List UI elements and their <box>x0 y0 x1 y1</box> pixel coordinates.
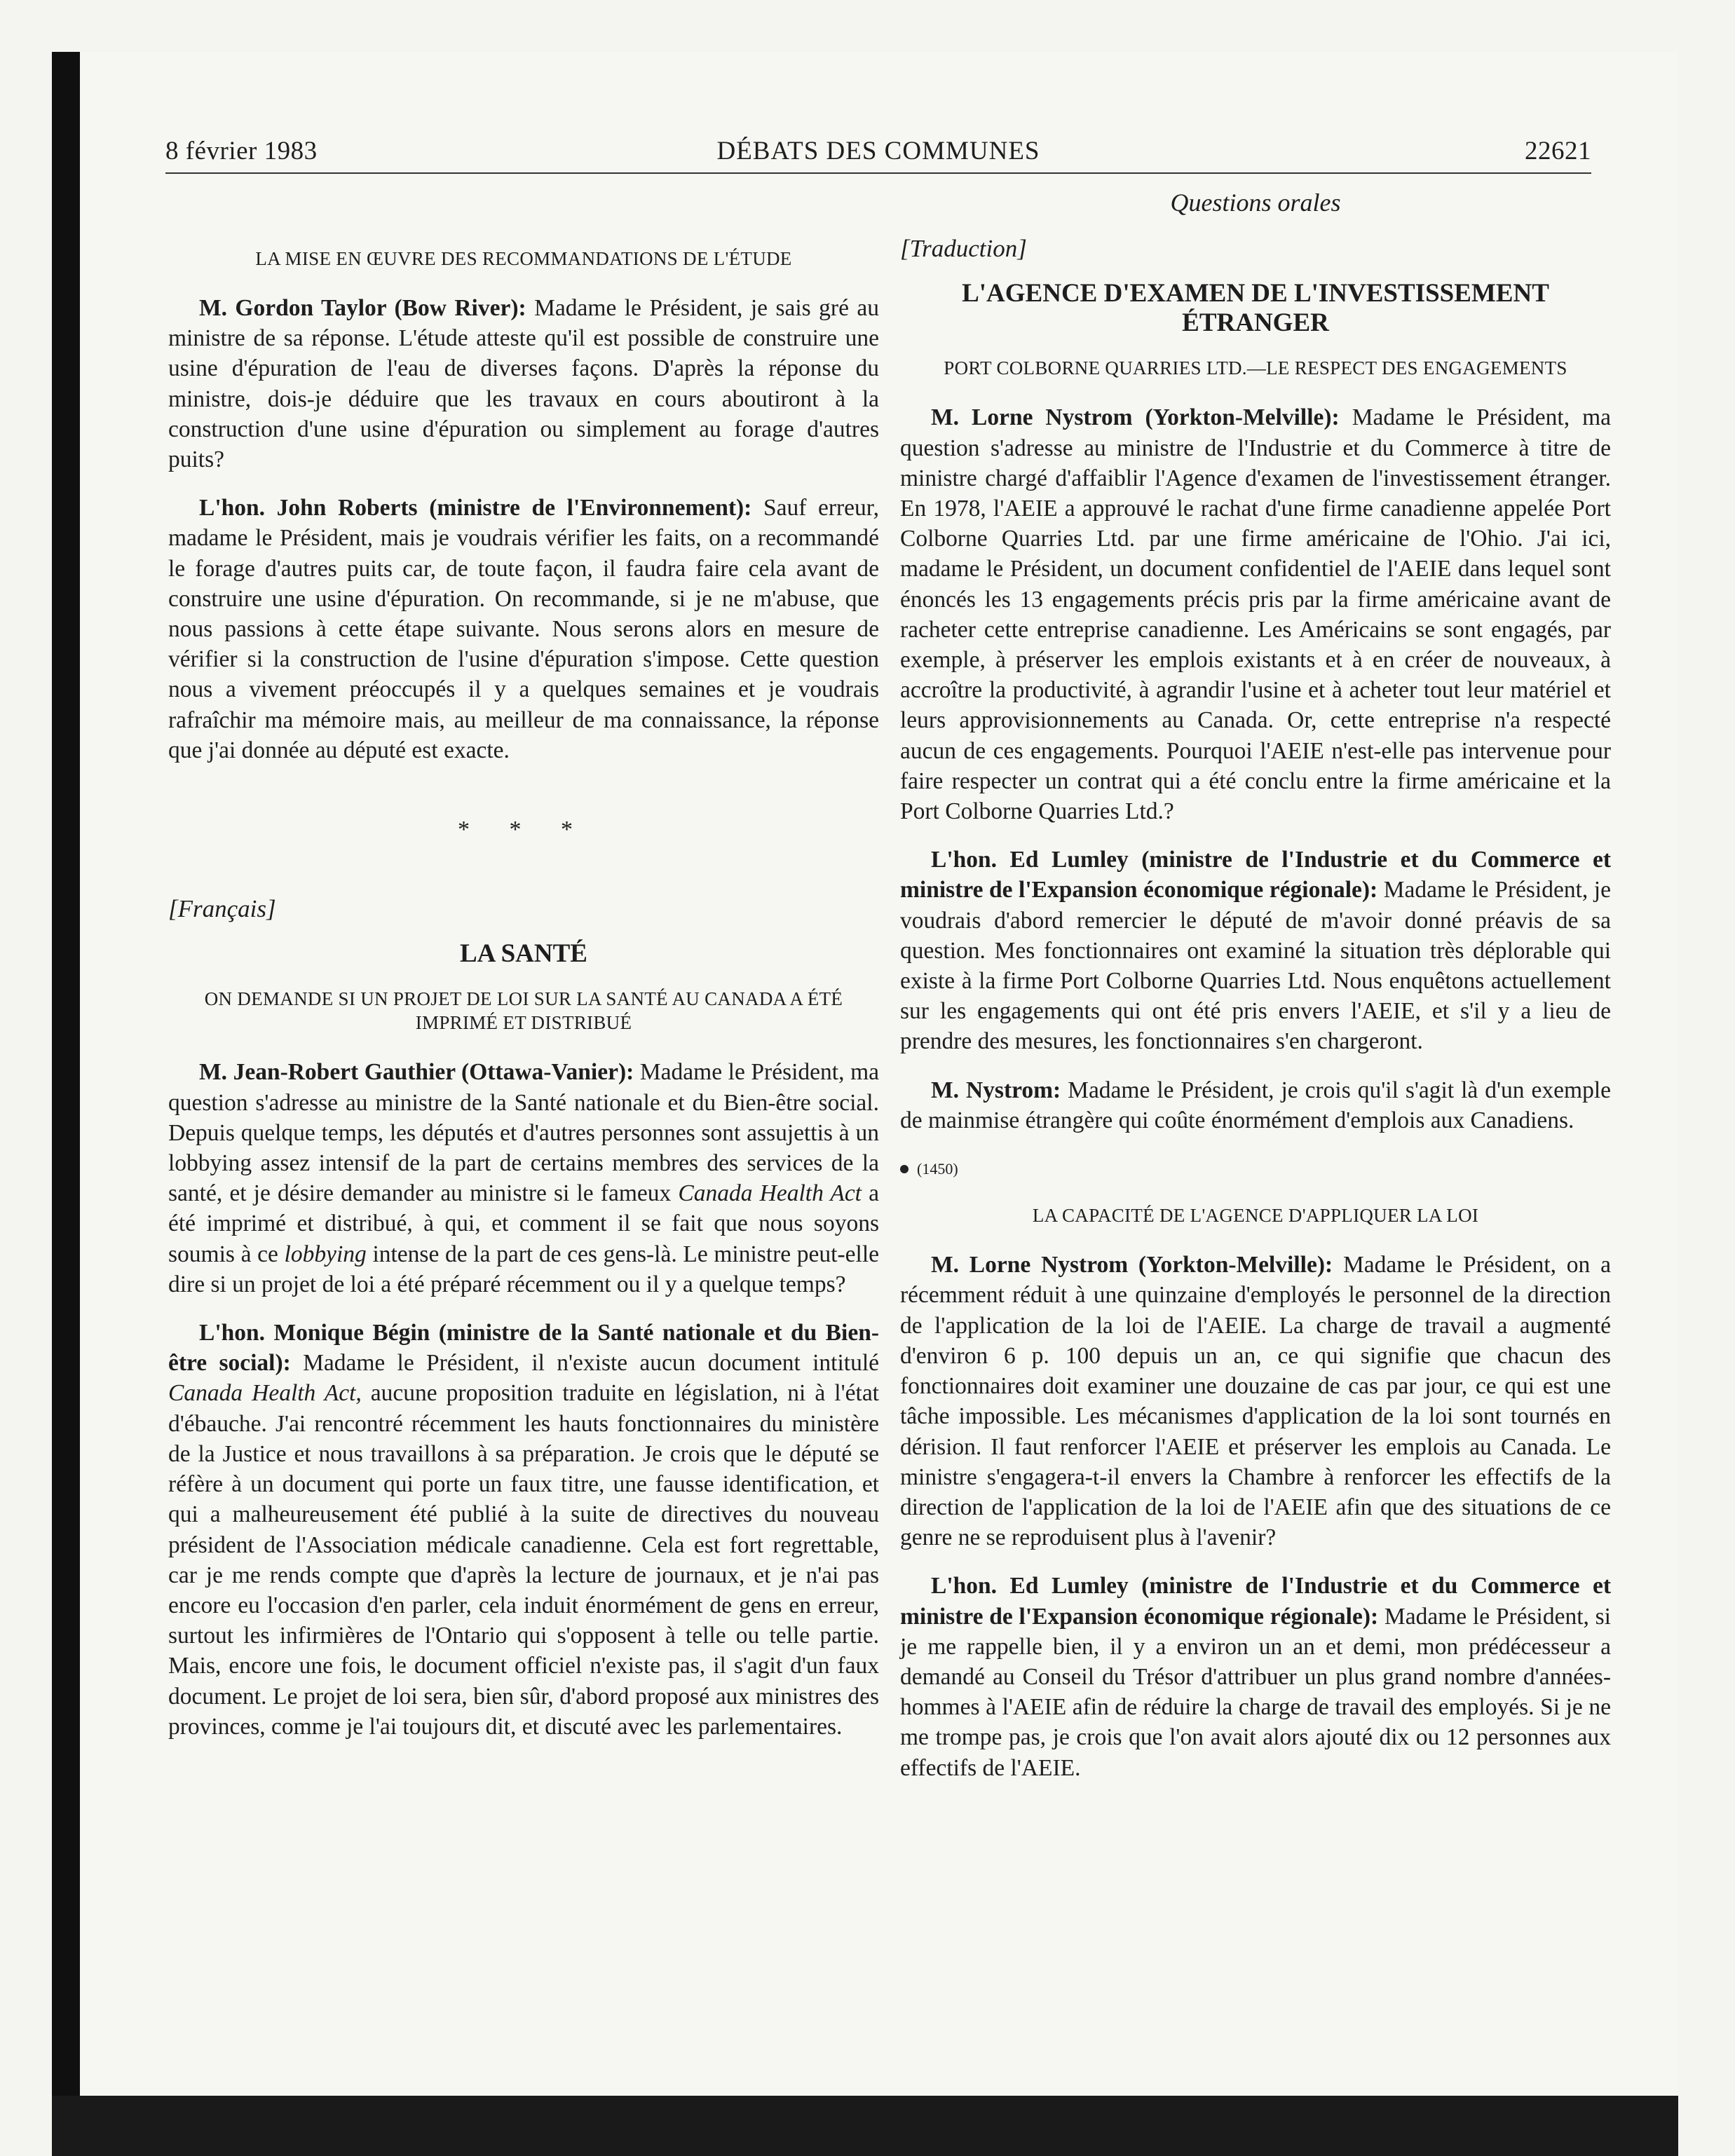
speech-text: Madame le Président, je sais gré au ministre de sa réponse. L'étude atteste qu'il est possible de construire une usine d'épuration de l'eau de diverses façons. D'après la réponse du ministre, dois-je déduire que les travaux en cours aboutiront à la construction d'une usine d'épuration ou simplement au forage d'autres puits? <box>168 295 879 473</box>
speech-text: intense de la part de ces gens-là. Le ministre peut-elle dire si un projet de loi a été préparé récemment ou il y a quelque temps? <box>168 1241 879 1297</box>
header-date: 8 février 1983 <box>165 137 318 165</box>
speech-text: Madame le Président, si je me rappelle bien, il y a environ un an et demi, mon prédécesseur a demandé au Conseil du Trésor d'attribuer un plus grand nombre d'années-hommes à l'AEIE afin de réduire la charge de travail des employés. Si je ne me trompe pas, je crois que l'on avait alors ajouté dix ou 12 personnes aux effectifs de l'AEIE. <box>900 1603 1611 1781</box>
speaker: L'hon. Monique Bégin (ministre de la Santé nationale et du Bien-être social): <box>168 1320 879 1377</box>
section-heading: PORT COLBORNE QUARRIES LTD.—LE RESPECT DES ENGAGEMENTS <box>944 357 1567 379</box>
speaker: M. Lorne Nystrom (Yorkton-Melville): <box>931 404 1340 431</box>
right-column <box>900 188 1611 1801</box>
speaker: L'hon. Ed Lumley (ministre de l'Industrie et du Commerce et ministre de l'Expansion économique régionale): <box>900 1573 1611 1630</box>
speaker: L'hon. Ed Lumley (ministre de l'Industrie et du Commerce et ministre de l'Expansion économique régionale): <box>900 847 1611 903</box>
section-heading: LA CAPACITÉ DE L'AGENCE D'APPLIQUER LA LOI <box>1032 1205 1479 1227</box>
time-marker <box>900 1154 1611 1184</box>
speech-text: a été imprimé et distribué, à qui, et comment il se fait que nous soyons soumis à ce <box>168 1180 880 1267</box>
speech-text: Madame le Président, je crois qu'il s'agit là d'un exemple de mainmise étrangère qui coûte énormément d'emplois aux Canadiens. <box>900 1077 1611 1133</box>
time-marker-text: (1450) <box>917 1160 958 1178</box>
paragraph <box>900 402 1611 826</box>
scan-border-bottom <box>52 2096 1678 2156</box>
paragraph <box>900 1075 1611 1135</box>
scan-border-left <box>52 52 80 2120</box>
major-heading: LA SANTÉ <box>460 939 587 969</box>
header-rule <box>165 172 1591 174</box>
section-heading: LA MISE EN ŒUVRE DES RECOMMANDATIONS DE L'ÉTUDE <box>255 248 792 269</box>
section-break-stars: * * * <box>458 817 590 843</box>
speaker: M. Lorne Nystrom (Yorkton-Melville): <box>931 1252 1333 1278</box>
header-page-number: 22621 <box>1525 137 1591 165</box>
header-title: DÉBATS DES COMMUNES <box>716 137 1040 165</box>
paragraph <box>168 293 879 475</box>
paragraph <box>900 1571 1611 1782</box>
speaker: M. Jean-Robert Gauthier (Ottawa-Vanier): <box>199 1059 634 1086</box>
speech-text: Madame le Président, on a récemment réduit à une quinzaine d'employés le personnel de la direction de l'application de la loi de l'AEIE. La charge de travail a augmenté d'environ 6 p. 100 depuis un an, ce qui signifie que chacun des fonctionnaires doit examiner une douzaine de cas par jour, ce qui est une tâche impossible. Les mécanismes d'application de la loi sont tournés en dérision. Il faut renforcer l'AEIE et préserver les emplois au Canada. Le ministre s'engagera-t-il envers la Chambre à renforcer les effectifs de la direction de l'application de la loi de l'AEIE afin que des situations de ce genre ne se reproduisent plus à l'avenir? <box>900 1252 1611 1551</box>
italic-title: Canada Health Act, <box>168 1380 362 1407</box>
speaker: M. Gordon Taylor (Bow River): <box>199 295 526 321</box>
italic-title: Canada Health Act <box>678 1180 862 1207</box>
speech-text: Madame le Président, je voudrais d'abord remercier le député de m'avoir donné préavis de sa question. Mes fonctionnaires ont examiné la situation très déplorable qui existe à la firme Port Colborne Quarries Ltd. Nous enquêtons actuellement sur les engagements qui ont été pris envers l'AEIE, et s'il y a lieu de prendre des mesures, les fonctionnaires s'en chargeront. <box>900 877 1611 1055</box>
language-tag: [Français] <box>168 895 276 923</box>
speech-text: Madame le Président, ma question s'adresse au ministre de l'Industrie et du Commerce à titre de ministre chargé d'affaiblir l'Agence d'examen de l'investissement étranger. En 1978, l'AEIE a approuvé le rachat d'une firme canadienne appelée Port Colborne Quarries Ltd. par une firme américaine de l'Ohio. J'ai ici, madame le Président, un document confidentiel de l'AEIE dans lequel sont énoncés les 13 engagements précis pris par la firme américaine avant de racheter cette entreprise canadienne. Les Américains se sont engagés, par exemple, à préserver les emplois existants et à en créer de nouveaux, à accroître la productivité, à agrandir l'usine et à acheter tout leur matériel et leurs approvisionnements au Canada. Or, cette entreprise n'a respecté aucun de ces engagements. Pourquoi l'AEIE n'est-elle pas intervenue pour faire respecter un contrat qui a été conclu entre la firme américaine et la Port Colborne Quarries Ltd.? <box>900 404 1611 825</box>
speech-text: aucune proposition traduite en législation, ni à l'état d'ébauche. J'ai rencontré récemment les hauts fonctionnaires du ministère de la Justice et nous travaillons à sa préparation. Je crois que le député se réfère à un document qui porte un faux titre, une fausse identification, et qui a malheureusement été publié à la suite de directives du nouveau président de l'Association médicale canadienne. Cela est fort regrettable, car je me rends compte que d'après la lecture de journaux, et je n'ai pas encore eu l'occasion d'en parler, cela induit énormément de gens en erreur, surtout les infirmières de l'Ontario qui s'opposent à telle ou telle partie. Mais, encore une fois, le document officiel n'existe pas, il s'agit d'un faux document. Le projet de loi sera, bien sûr, d'abord proposé aux ministres des provinces, comme je l'ai toujours dit, et discuté avec les parlementaires. <box>168 1380 879 1740</box>
speech-text: Sauf erreur, madame le Président, mais je voudrais vérifier les faits, on a recommandé le forage d'autres puits car, de toute façon, il faudra faire cela avant de construire une usine d'épuration. On recommande, si je ne m'abuse, que nous passions à cette étape suivante. Nous serons alors en mesure de vérifier si la construction de l'usine d'épuration s'impose. Cette question nous a vivement préoccupés il y a quelques semaines et je voudrais rafraîchir ma mémoire mais, au meilleur de ma connaissance, la réponse que j'ai donnée au député est exacte. <box>168 495 879 763</box>
left-column <box>168 231 879 1760</box>
paragraph <box>900 845 1611 1056</box>
page-header <box>165 136 1591 172</box>
speaker: M. Nystrom: <box>931 1077 1061 1103</box>
speech-text: Madame le Président, ma question s'adresse au ministre de la Santé nationale et du Bien-être social. Depuis quelque temps, les députés et d'autres personnes sont assujettis à un lobbying assez intensif de la part de certains membres des services de la santé, et je désire demander au ministre si le fameux <box>168 1059 879 1207</box>
paragraph <box>168 493 879 765</box>
bullet-icon <box>900 1165 909 1173</box>
language-tag: [Traduction] <box>900 235 1027 263</box>
paragraph <box>168 1318 879 1742</box>
paragraph <box>168 1057 879 1299</box>
major-heading: L'AGENCE D'EXAMEN DE L'INVESTISSEMENT ÉTRANGER <box>962 279 1549 338</box>
section-heading: ON DEMANDE SI UN PROJET DE LOI SUR LA SANTÉ AU CANADA A ÉTÉ IMPRIMÉ ET DISTRIBUÉ <box>204 988 843 1034</box>
italic-term: lobbying <box>284 1241 367 1267</box>
speech-text: Madame le Président, il n'existe aucun document intitulé <box>290 1350 879 1377</box>
speaker: L'hon. John Roberts (ministre de l'Environnement): <box>199 495 752 521</box>
running-head: Questions orales <box>1170 189 1341 217</box>
paragraph <box>900 1250 1611 1553</box>
